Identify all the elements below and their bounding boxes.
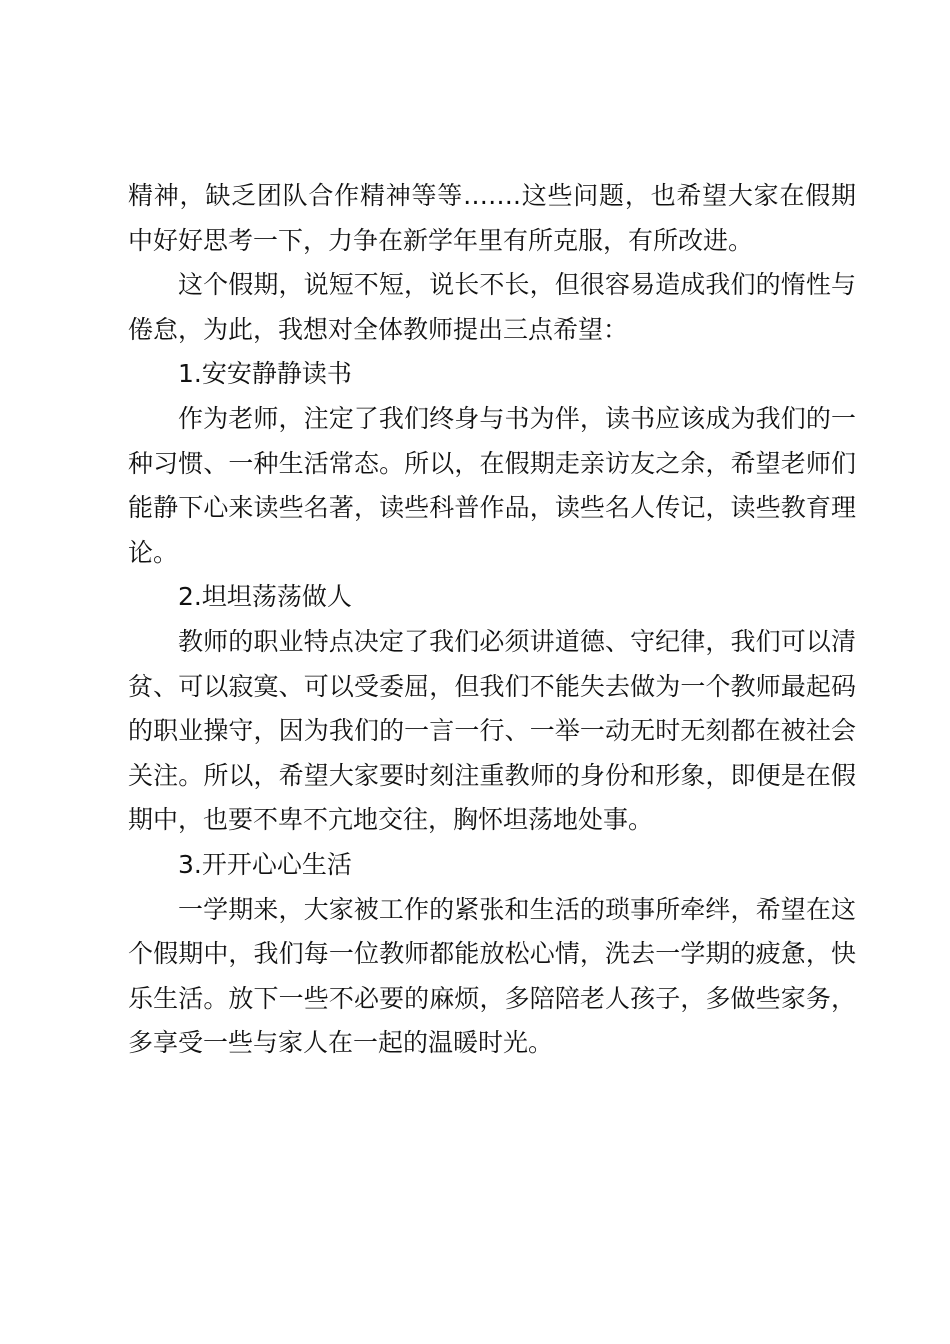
paragraph-vacation-intro: 这个假期，说短不短，说长不长，但很容易造成我们的惰性与倦怠，为此，我想对全体教师提出三点希望： bbox=[128, 270, 856, 344]
heading-reading: 1.安安静静读书 bbox=[178, 359, 352, 389]
document-body bbox=[128, 174, 856, 1066]
paragraph-conduct: 教师的职业特点决定了我们必须讲道德、守纪律，我们可以清贫、可以寂寞、可以受委屈，但我们不能失去做为一个教师最起码的职业操守，因为我们的一言一行、一举一动无时无刻都在被社会关注。所以，希望大家要时刻注重教师的身份和形象，即便是在假期中，也要不卑不亢地交往，胸怀坦荡地处事。 bbox=[128, 626, 856, 835]
paragraph-continued: 精神，缺乏团队合作精神等等…….这些问题，也希望大家在假期中好好思考一下，力争在新学年里有所克服，有所改进。 bbox=[128, 181, 856, 255]
paragraph-reading: 作为老师，注定了我们终身与书为伴，读书应该成为我们的一种习惯、一种生活常态。所以，在假期走亲访友之余，希望老师们能静下心来读些名著，读些科普作品，读些名人传记，读些教育理论。 bbox=[128, 403, 856, 567]
heading-conduct: 2.坦坦荡荡做人 bbox=[178, 582, 352, 612]
heading-living: 3.开开心心生活 bbox=[178, 849, 352, 879]
paragraph-living: 一学期来，大家被工作的紧张和生活的琐事所牵绊，希望在这个假期中，我们每一位教师都能放松心情，洗去一学期的疲惫，快乐生活。放下一些不必要的麻烦，多陪陪老人孩子，多做些家务，多享受一些与家人在一起的温暖时光。 bbox=[128, 894, 856, 1058]
